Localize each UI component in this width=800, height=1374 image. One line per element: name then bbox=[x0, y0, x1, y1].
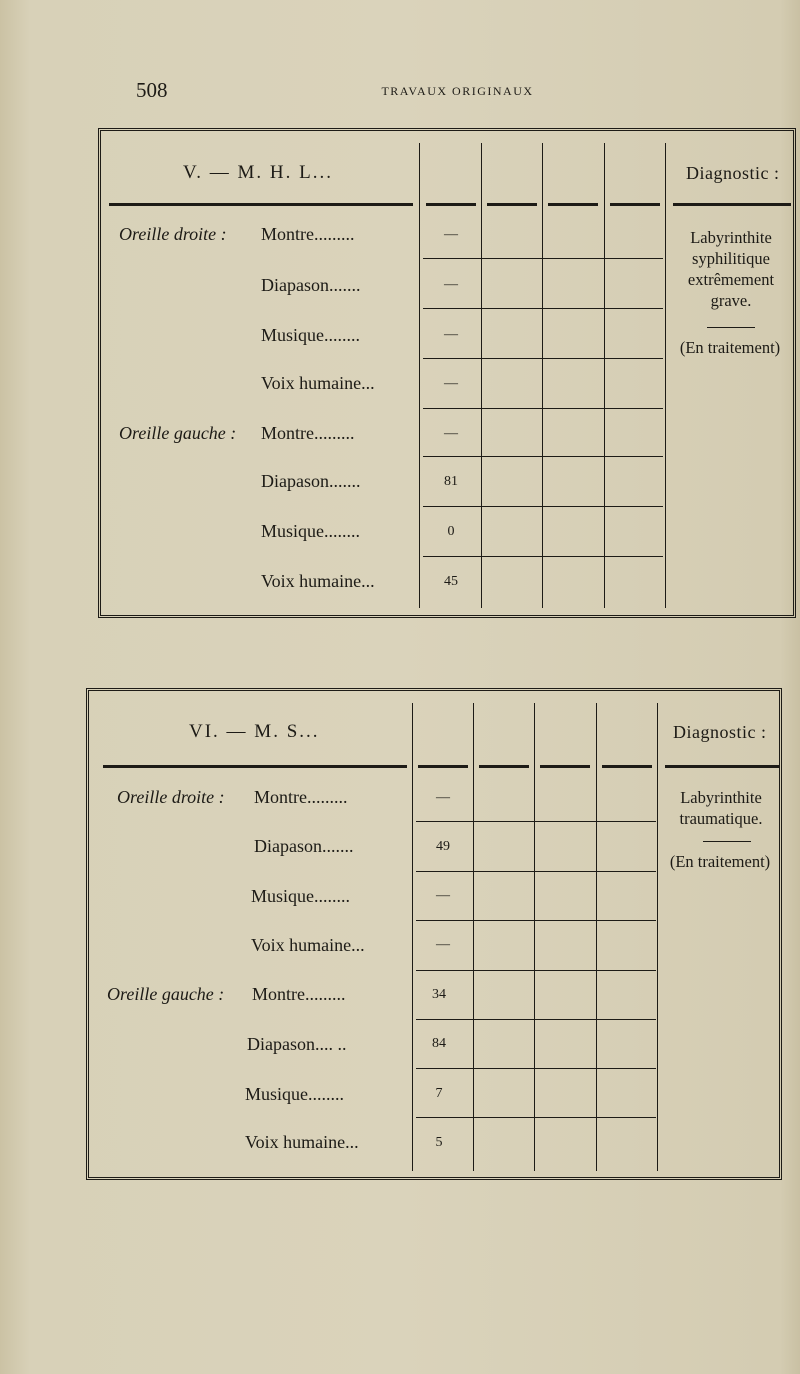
test-value: — bbox=[444, 227, 458, 242]
diagnostic-label: Diagnostic : bbox=[673, 722, 767, 742]
test-value: 34 bbox=[432, 987, 446, 1002]
diagnosis-text: Labyrinthite syphilitique extrêmement grave. bbox=[687, 228, 775, 310]
header-rule bbox=[602, 765, 652, 768]
page-number: 508 bbox=[136, 78, 168, 102]
row-rule bbox=[416, 1068, 656, 1069]
test-label: Voix humaine... bbox=[261, 373, 375, 393]
header-rule bbox=[673, 203, 791, 206]
test-value: — bbox=[436, 790, 450, 805]
test-label: Diapason....... bbox=[254, 836, 354, 856]
header-rule bbox=[548, 203, 598, 206]
treatment-note: (En traitement) bbox=[679, 338, 781, 357]
header-rule bbox=[479, 765, 529, 768]
test-label: Musique........ bbox=[261, 521, 360, 541]
column-divider bbox=[473, 703, 474, 1171]
row-rule bbox=[423, 506, 663, 507]
test-value: — bbox=[436, 937, 450, 952]
diagnosis-text: Labyrinthite traumatique. bbox=[679, 788, 763, 828]
case-title: VI. — M. S... bbox=[189, 721, 320, 742]
test-value: 45 bbox=[444, 574, 458, 589]
header-rule bbox=[103, 765, 407, 768]
treatment-note: (En traitement) bbox=[669, 852, 771, 871]
test-label: Diapason.... .. bbox=[247, 1034, 347, 1054]
column-divider bbox=[481, 143, 482, 608]
column-divider bbox=[604, 143, 605, 608]
test-value: — bbox=[444, 376, 458, 391]
header-rule bbox=[610, 203, 660, 206]
ear-label: Oreille droite : bbox=[117, 787, 225, 807]
test-value: — bbox=[444, 426, 458, 441]
test-label: Voix humaine... bbox=[261, 571, 375, 591]
test-label: Musique........ bbox=[251, 886, 350, 906]
test-value: — bbox=[444, 327, 458, 342]
test-label: Diapason....... bbox=[261, 471, 361, 491]
row-rule bbox=[423, 408, 663, 409]
test-label: Diapason....... bbox=[261, 275, 361, 295]
table-case-v bbox=[98, 128, 796, 618]
test-label: Musique........ bbox=[261, 325, 360, 345]
row-rule bbox=[423, 258, 663, 259]
ear-label: Oreille gauche : bbox=[119, 423, 237, 443]
test-value: — bbox=[444, 277, 458, 292]
column-divider bbox=[534, 703, 535, 1171]
ear-label: Oreille droite : bbox=[119, 224, 227, 244]
test-value: 5 bbox=[435, 1135, 443, 1150]
row-rule bbox=[416, 1117, 656, 1118]
header-rule bbox=[540, 765, 590, 768]
test-value: — bbox=[436, 888, 450, 903]
row-rule bbox=[416, 821, 656, 822]
column-divider bbox=[419, 143, 420, 608]
row-rule bbox=[416, 871, 656, 872]
test-value: 7 bbox=[435, 1086, 443, 1101]
header-rule bbox=[665, 765, 779, 768]
diagnosis-rule bbox=[703, 841, 751, 842]
test-label: Voix humaine... bbox=[245, 1132, 359, 1152]
table-case-vi bbox=[86, 688, 782, 1180]
test-value: 84 bbox=[432, 1036, 446, 1051]
column-divider bbox=[657, 703, 658, 1171]
header-rule bbox=[418, 765, 468, 768]
header-rule bbox=[426, 203, 476, 206]
test-value: 49 bbox=[436, 839, 450, 854]
header-rule bbox=[487, 203, 537, 206]
diagnosis-rule bbox=[707, 327, 755, 328]
header-rule bbox=[109, 203, 413, 206]
row-rule bbox=[423, 456, 663, 457]
ear-label: Oreille gauche : bbox=[107, 984, 225, 1004]
test-label: Montre......... bbox=[252, 984, 346, 1004]
test-label: Voix humaine... bbox=[251, 935, 365, 955]
row-rule bbox=[423, 308, 663, 309]
row-rule bbox=[416, 1019, 656, 1020]
test-label: Musique........ bbox=[245, 1084, 344, 1104]
column-divider bbox=[665, 143, 666, 608]
row-rule bbox=[416, 920, 656, 921]
test-value: 0 bbox=[447, 524, 455, 539]
test-label: Montre......... bbox=[261, 224, 355, 244]
test-label: Montre......... bbox=[261, 423, 355, 443]
test-label: Montre......... bbox=[254, 787, 348, 807]
column-divider bbox=[542, 143, 543, 608]
test-value: 81 bbox=[444, 474, 458, 489]
row-rule bbox=[416, 970, 656, 971]
case-title: V. — M. H. L... bbox=[183, 162, 333, 183]
running-title: TRAVAUX ORIGINAUX bbox=[381, 84, 534, 98]
diagnostic-label: Diagnostic : bbox=[686, 163, 780, 183]
row-rule bbox=[423, 358, 663, 359]
column-divider bbox=[596, 703, 597, 1171]
row-rule bbox=[423, 556, 663, 557]
